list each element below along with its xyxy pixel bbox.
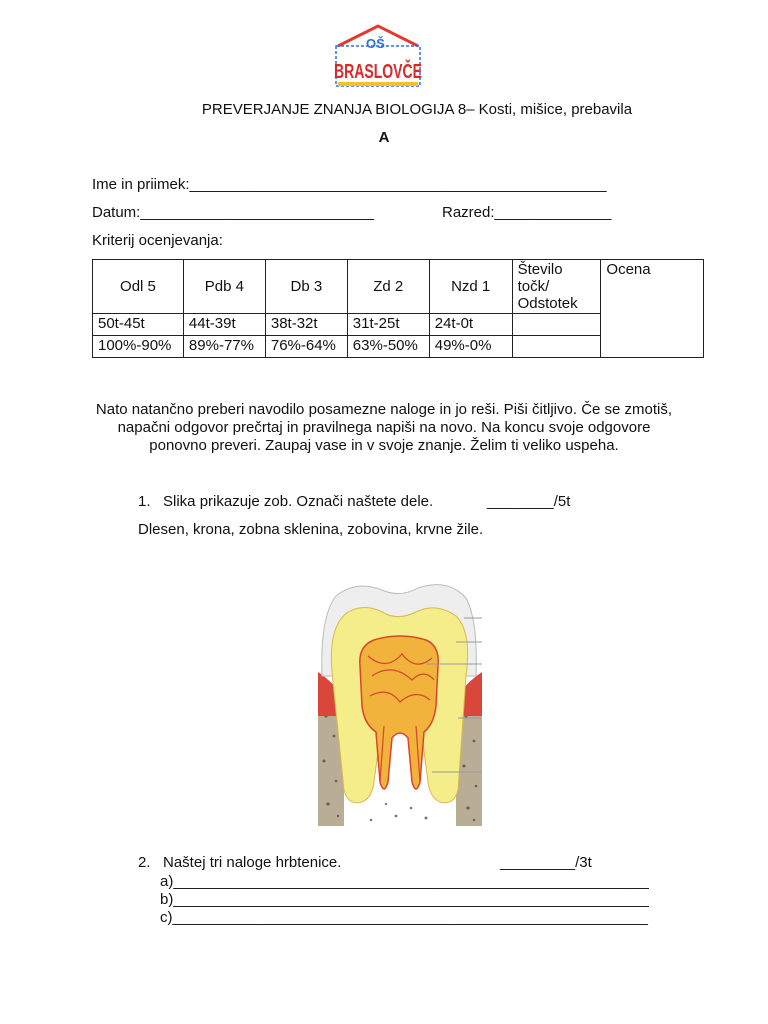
question-2-points[interactable]: _________/3t [500,854,592,871]
logo-text-top: OŠ [366,36,385,51]
question-1-terms: Dlesen, krona, zobna sklenina, zobovina, krvne žile. [138,521,484,538]
points-cell: 24t-0t [429,314,512,336]
school-logo [330,24,460,90]
question-1-points[interactable]: ________/5t [487,493,571,510]
points-cell: 38t-32t [265,314,347,336]
percent-score-cell[interactable] [512,336,601,358]
points-cell: 31t-25t [347,314,429,336]
points-header-cell: Število točk/ Odstotek [512,260,601,314]
class-field[interactable]: Razred:______________ [442,204,612,221]
grade-header-cell: Pdb 4 [183,260,265,314]
test-title: PREVERJANJE ZNANJA BIOLOGIJA 8– Kosti, mišice, prebavila [201,101,633,118]
percent-cell: 100%-90% [93,336,184,358]
logo-text-main: BRASLOVČE [334,61,460,83]
answer-line-b[interactable]: b)_________________________________________________________ [160,891,649,908]
instructions-text: Nato natančno preberi navodilo posamezne naloge in jo reši. Piši čitljivo. Če se zmotiš, napačni odgovor prečrtaj in pravilnega napiši na novo. Na koncu svoje odgovore ponovno preveri. Zaupaj vase in v svoje znanje. Želim ti veliko uspeha. [95,401,673,454]
grade-result-cell[interactable]: Ocena [601,260,704,358]
tooth-diagram [316,576,484,832]
points-cell: 44t-39t [183,314,265,336]
answer-line-a[interactable]: a)_________________________________________________________ [160,873,649,890]
grading-table [92,259,704,358]
percent-cell: 63%-50% [347,336,429,358]
grade-header-cell: Nzd 1 [429,260,512,314]
points-score-cell[interactable] [512,314,601,336]
test-variant: A [378,129,390,146]
name-field[interactable]: Ime in priimek:__________________________________________________ [92,176,607,193]
date-field[interactable]: Datum:____________________________ [92,204,374,221]
question-2-text: 2. Naštej tri naloge hrbtenice. [138,854,342,871]
percent-cell: 89%-77% [183,336,265,358]
answer-line-c[interactable]: c)_________________________________________________________ [160,909,649,926]
grade-header-cell: Odl 5 [93,260,184,314]
grading-header-row [93,260,704,314]
question-1-text: 1. Slika prikazuje zob. Označi naštete dele. [138,493,434,510]
criteria-label: Kriterij ocenjevanja: [92,232,223,249]
percent-cell: 49%-0% [429,336,512,358]
grade-header-cell: Zd 2 [347,260,429,314]
points-cell: 50t-45t [93,314,184,336]
percent-cell: 76%-64% [265,336,347,358]
grade-header-cell: Db 3 [265,260,347,314]
